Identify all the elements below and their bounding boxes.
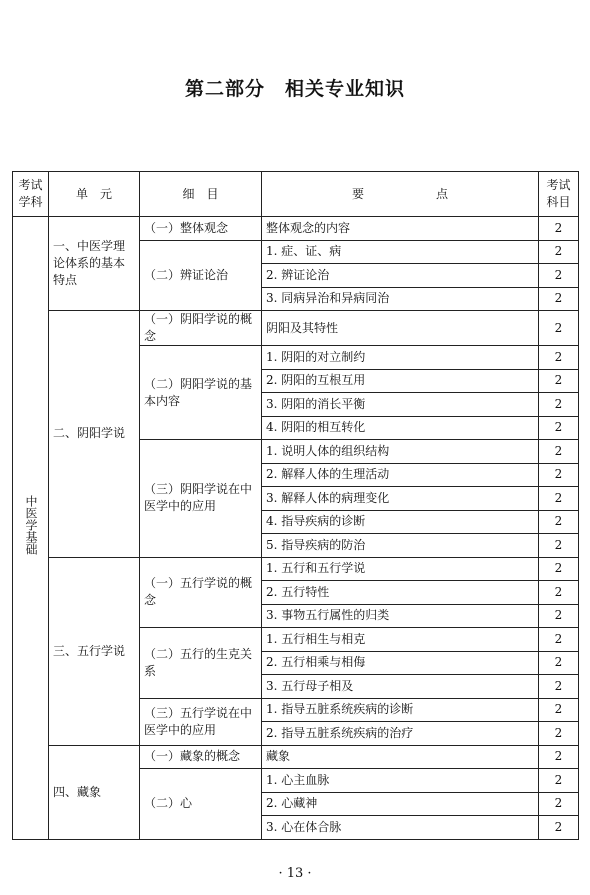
score-cell: 2 xyxy=(539,745,579,769)
header-points: 要 点 xyxy=(262,172,539,217)
subject-cell xyxy=(13,217,49,840)
point-cell: 1. 五行相生与相克 xyxy=(262,628,539,652)
point-cell: 阴阳及其特性 xyxy=(262,311,539,346)
point-cell: 3. 阴阳的消长平衡 xyxy=(262,393,539,417)
item-cell: （一）整体观念 xyxy=(140,217,262,241)
unit-cell: 一、中医学理论体系的基本特点 xyxy=(49,217,140,311)
score-cell: 2 xyxy=(539,463,579,487)
score-cell: 2 xyxy=(539,769,579,793)
item-cell: （二）五行的生克关系 xyxy=(140,628,262,699)
item-cell: （一）五行学说的概念 xyxy=(140,557,262,628)
point-cell: 藏象 xyxy=(262,745,539,769)
point-cell: 3. 解释人体的病理变化 xyxy=(262,487,539,511)
score-cell: 2 xyxy=(539,287,579,311)
point-cell: 3. 同病异治和异病同治 xyxy=(262,287,539,311)
point-cell: 2. 辨证论治 xyxy=(262,264,539,288)
item-cell: （二）心 xyxy=(140,769,262,840)
score-cell: 2 xyxy=(539,581,579,605)
table-row xyxy=(13,557,579,581)
table-header-row xyxy=(13,172,579,217)
score-cell: 2 xyxy=(539,698,579,722)
point-cell: 2. 五行相乘与相侮 xyxy=(262,651,539,675)
score-cell: 2 xyxy=(539,369,579,393)
score-cell: 2 xyxy=(539,487,579,511)
score-cell: 2 xyxy=(539,557,579,581)
point-cell: 4. 指导疾病的诊断 xyxy=(262,510,539,534)
point-cell: 5. 指导疾病的防治 xyxy=(262,534,539,558)
score-cell: 2 xyxy=(539,651,579,675)
score-cell: 2 xyxy=(539,217,579,241)
point-cell: 4. 阴阳的相互转化 xyxy=(262,416,539,440)
item-cell: （三）五行学说在中医学中的应用 xyxy=(140,698,262,745)
point-cell: 2. 五行特性 xyxy=(262,581,539,605)
point-cell: 1. 说明人体的组织结构 xyxy=(262,440,539,464)
page-title: 第二部分 相关专业知识 xyxy=(184,78,405,100)
score-cell: 2 xyxy=(539,240,579,264)
item-cell: （一）阴阳学说的概念 xyxy=(140,311,262,346)
unit-cell: 二、阴阳学说 xyxy=(49,311,140,558)
point-cell: 2. 解释人体的生理活动 xyxy=(262,463,539,487)
score-cell: 2 xyxy=(539,675,579,699)
score-cell: 2 xyxy=(539,510,579,534)
header-unit: 单 元 xyxy=(49,172,140,217)
score-cell: 2 xyxy=(539,628,579,652)
header-exam-subject: 考试 科目 xyxy=(539,172,579,217)
point-cell: 1. 心主血脉 xyxy=(262,769,539,793)
header-subject: 考试 学科 xyxy=(13,172,49,217)
score-cell: 2 xyxy=(539,816,579,840)
table-row xyxy=(13,217,579,241)
syllabus-table xyxy=(12,171,579,840)
score-cell: 2 xyxy=(539,440,579,464)
point-cell: 2. 指导五脏系统疾病的治疗 xyxy=(262,722,539,746)
page-number: · 13 · xyxy=(278,866,312,881)
unit-cell: 三、五行学说 xyxy=(49,557,140,745)
score-cell: 2 xyxy=(539,346,579,370)
item-cell: （一）藏象的概念 xyxy=(140,745,262,769)
score-cell: 2 xyxy=(539,722,579,746)
header-item: 细 目 xyxy=(140,172,262,217)
item-cell: （三）阴阳学说在中医学中的应用 xyxy=(140,440,262,558)
score-cell: 2 xyxy=(539,792,579,816)
point-cell: 2. 阴阳的互根互用 xyxy=(262,369,539,393)
item-cell: （二）阴阳学说的基本内容 xyxy=(140,346,262,440)
point-cell: 1. 症、证、病 xyxy=(262,240,539,264)
point-cell: 整体观念的内容 xyxy=(262,217,539,241)
score-cell: 2 xyxy=(539,534,579,558)
score-cell: 2 xyxy=(539,416,579,440)
unit-cell: 四、藏象 xyxy=(49,745,140,839)
point-cell: 1. 五行和五行学说 xyxy=(262,557,539,581)
point-cell: 2. 心藏神 xyxy=(262,792,539,816)
score-cell: 2 xyxy=(539,311,579,346)
point-cell: 1. 阴阳的对立制约 xyxy=(262,346,539,370)
point-cell: 1. 指导五脏系统疾病的诊断 xyxy=(262,698,539,722)
table-row xyxy=(13,311,579,346)
score-cell: 2 xyxy=(539,604,579,628)
score-cell: 2 xyxy=(539,393,579,417)
item-cell: （二）辨证论治 xyxy=(140,240,262,311)
point-cell: 3. 心在体合脉 xyxy=(262,816,539,840)
subject-label: 中医学基础 xyxy=(24,495,38,556)
point-cell: 3. 事物五行属性的归类 xyxy=(262,604,539,628)
table-row xyxy=(13,745,579,769)
score-cell: 2 xyxy=(539,264,579,288)
point-cell: 3. 五行母子相及 xyxy=(262,675,539,699)
